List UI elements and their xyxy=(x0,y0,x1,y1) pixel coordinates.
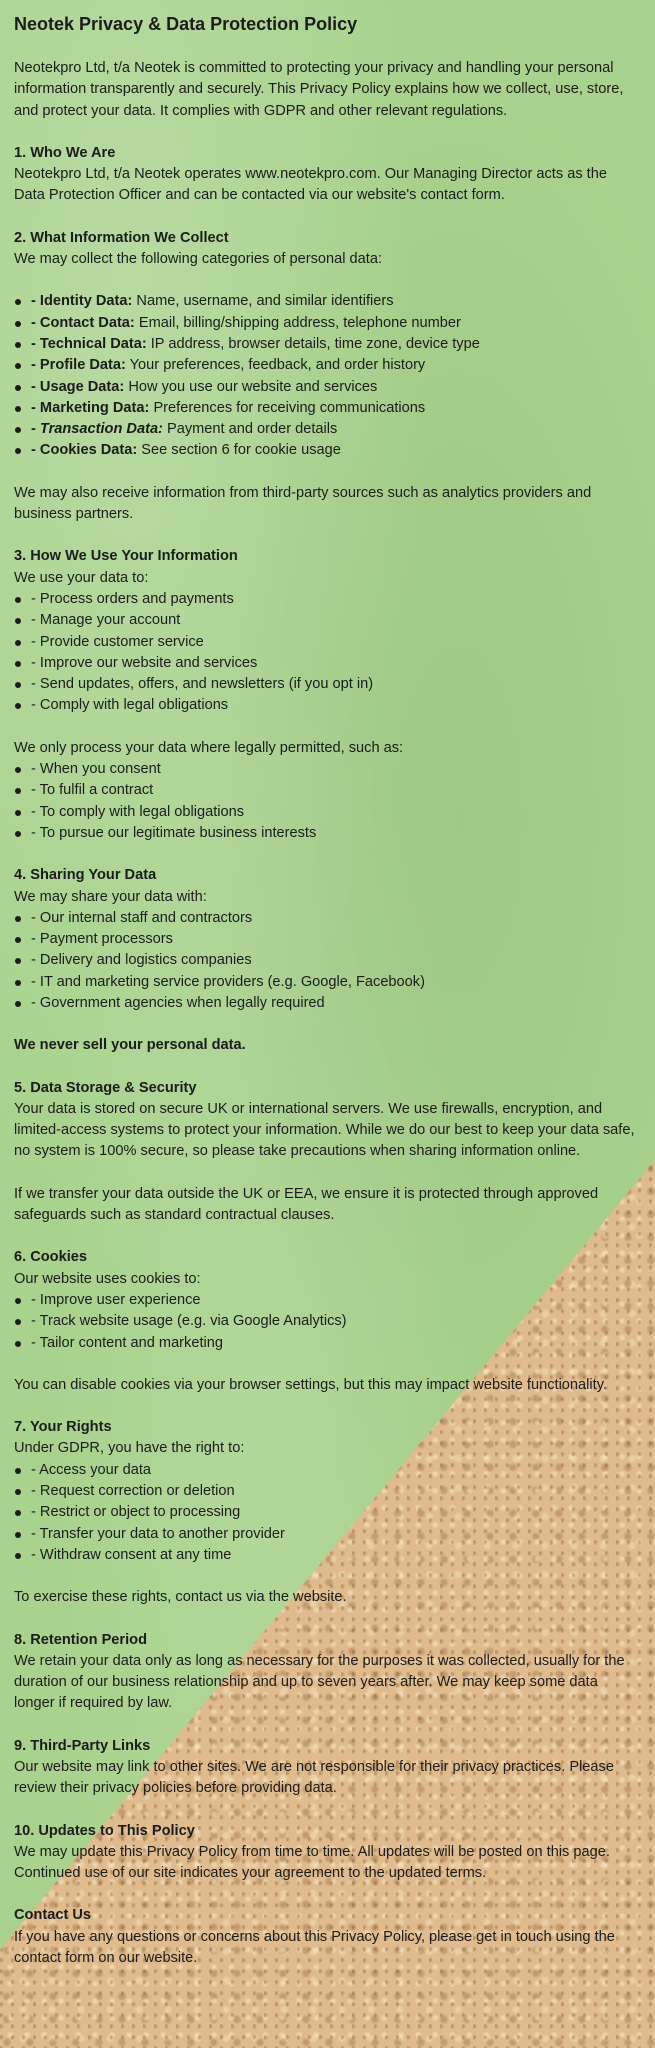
list-item: - When you consent xyxy=(14,759,641,780)
section-title-contact: Contact Us xyxy=(14,1907,92,1924)
contact-text: If you have any questions or concerns about this Privacy Policy, please get in touch using the contact form on our website. xyxy=(14,1928,615,1967)
list-item: - Improve our website and services xyxy=(14,653,641,674)
rights-list xyxy=(14,1460,641,1566)
third-party-links-text: Our website may link to other sites. We are not responsible for their privacy practices. Please review their privacy policies before providing data. xyxy=(14,1759,614,1797)
list-item: - To fulfil a contract xyxy=(14,780,641,801)
section-title-sharing: 4. Sharing Your Data xyxy=(14,867,157,884)
data-categories-list xyxy=(14,291,641,461)
how-we-use-lead: We use your data to: xyxy=(14,569,149,586)
list-item: - Transaction Data: Payment and order details xyxy=(14,419,641,440)
list-item: - Access your data xyxy=(14,1460,641,1481)
section-title-storage-security: 5. Data Storage & Security xyxy=(14,1079,197,1096)
list-item: - Withdraw consent at any time xyxy=(14,1545,641,1566)
cookies-lead: Our website uses cookies to: xyxy=(14,1270,201,1287)
never-sell-note: We never sell your personal data. xyxy=(14,1037,246,1054)
list-item: - Marketing Data: Preferences for receiving communications xyxy=(14,398,641,419)
list-item: - Usage Data: How you use our website and services xyxy=(14,377,641,398)
section-title-cookies: 6. Cookies xyxy=(14,1249,87,1266)
list-item: - Comply with legal obligations xyxy=(14,695,641,716)
cookies-list xyxy=(14,1290,641,1354)
list-item: - Our internal staff and contractors xyxy=(14,908,641,929)
list-item: - Technical Data: IP address, browser details, time zone, device type xyxy=(14,334,641,355)
sharing-list xyxy=(14,908,641,1014)
sharing-lead: We may share your data with: xyxy=(14,888,207,905)
list-item: - Profile Data: Your preferences, feedback, and order history xyxy=(14,355,641,376)
list-item: - Send updates, offers, and newsletters (if you opt in) xyxy=(14,674,641,695)
who-we-are-text: Neotekpro Ltd, t/a Neotek operates www.neotekpro.com. Our Managing Director acts as the Data Protection Officer and can be contacted via our website's contact form. xyxy=(14,166,607,204)
list-item: - Payment processors xyxy=(14,929,641,950)
list-item: - Request correction or deletion xyxy=(14,1481,641,1502)
retention-text: We retain your data only as long as necessary for the purposes it was collected, usually for the duration of our business relationship and up to seven years after. We may keep some data longer if required by law. xyxy=(14,1652,625,1712)
legal-basis-lead: We only process your data where legally permitted, such as: xyxy=(14,739,404,756)
third-party-sources-text: We may also receive information from third-party sources such as analytics providers and business partners. xyxy=(14,484,592,523)
data-transfer-text: If we transfer your data outside the UK or EEA, we ensure it is protected through approved safeguards such as standard contractual clauses. xyxy=(14,1185,599,1224)
section-title-third-party-links: 9. Third-Party Links xyxy=(14,1737,151,1754)
list-item: - To comply with legal obligations xyxy=(14,802,641,823)
legal-basis-list xyxy=(14,759,641,844)
storage-security-text: Your data is stored on secure UK or international servers. We use firewalls, encryption, and limited-access systems to protect your information. While we do our best to keep your data safe, no system is 100% secure, so please take precautions when sharing information online. xyxy=(14,1100,635,1160)
list-item: - Manage your account xyxy=(14,610,641,631)
list-item: - Government agencies when legally required xyxy=(14,993,641,1014)
data-uses-list xyxy=(14,589,641,717)
list-item: - Provide customer service xyxy=(14,632,641,653)
updates-text: We may update this Privacy Policy from time to time. All updates will be posted on this page. Continued use of our site indicates your agreement to the updated terms. xyxy=(14,1843,610,1882)
list-item: - Transfer your data to another provider xyxy=(14,1524,641,1545)
exercise-rights-text: To exercise these rights, contact us via the website. xyxy=(14,1589,347,1606)
cookies-disable-text: You can disable cookies via your browser settings, but this may impact website functionality. xyxy=(14,1376,607,1393)
section-title-how-we-use: 3. How We Use Your Information xyxy=(14,548,238,565)
list-item: - Improve user experience xyxy=(14,1290,641,1311)
section-title-retention: 8. Retention Period xyxy=(14,1631,147,1648)
list-item: - Delivery and logistics companies xyxy=(14,950,641,971)
section-title-your-rights: 7. Your Rights xyxy=(14,1419,112,1436)
section-title-updates: 10. Updates to This Policy xyxy=(14,1822,195,1839)
list-item: - Contact Data: Email, billing/shipping address, telephone number xyxy=(14,313,641,334)
list-item: - Process orders and payments xyxy=(14,589,641,610)
list-item: - Tailor content and marketing xyxy=(14,1333,641,1354)
your-rights-lead: Under GDPR, you have the right to: xyxy=(14,1440,245,1457)
page-title: Neotek Privacy & Data Protection Policy xyxy=(14,14,358,34)
section-title-information-collected: 2. What Information We Collect xyxy=(14,229,229,246)
list-item: - To pursue our legitimate business interests xyxy=(14,823,641,844)
intro-paragraph: Neotekpro Ltd, t/a Neotek is committed to protecting your privacy and handling your personal information transparently and securely. This Privacy Policy explains how we collect, use, store, and protect your data. It complies with GDPR and other relevant regulations. xyxy=(14,60,624,119)
list-item: - Identity Data: Name, username, and similar identifiers xyxy=(14,291,641,312)
list-item: - IT and marketing service providers (e.g. Google, Facebook) xyxy=(14,972,641,993)
list-item: - Track website usage (e.g. via Google Analytics) xyxy=(14,1311,641,1332)
information-collected-lead: We may collect the following categories of personal data: xyxy=(14,251,383,268)
section-title-who-we-are: 1. Who We Are xyxy=(14,144,116,161)
list-item: - Restrict or object to processing xyxy=(14,1502,641,1523)
list-item: - Cookies Data: See section 6 for cookie usage xyxy=(14,440,641,461)
